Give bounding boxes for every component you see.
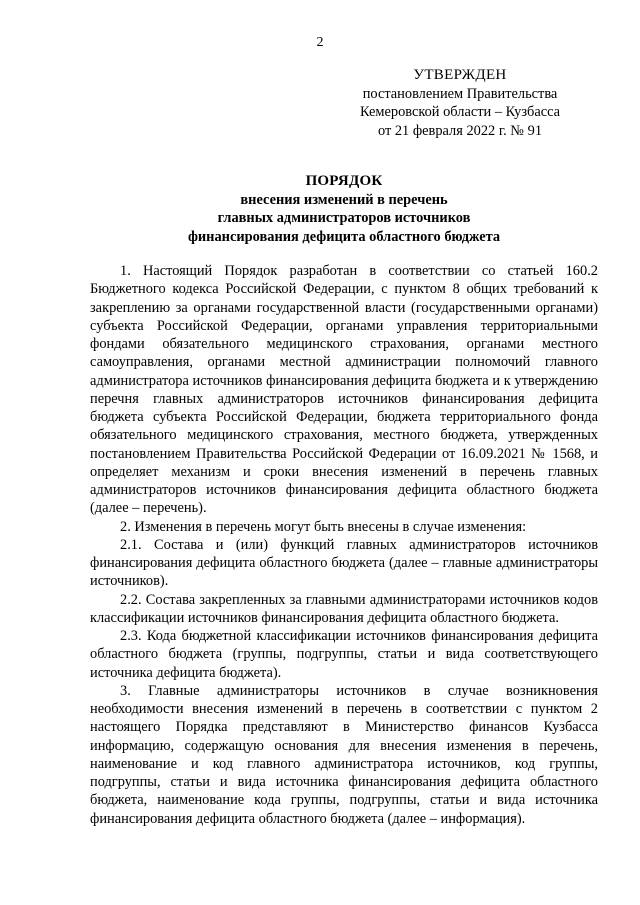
- document-subtitle-line-3: финансирования дефицита областного бюджета: [187, 228, 501, 245]
- approval-line-2: Кемеровской области – Кузбасса: [359, 104, 561, 120]
- approval-heading: УТВЕРЖДЕН: [413, 67, 507, 83]
- paragraph-2-2: 2.2. Состава закрепленных за главными администраторами источников кодов классификации источников финансирования дефицита областного бюджета.: [90, 591, 598, 626]
- paragraph-3: 3. Главные администраторы источников в случае возникновения необходимости внесения изменений в перечень в соответствии с пунктом 2 настоящего Порядка представляют в Министерство финансов Кузбасса информацию, содержащую основания для внесения изменения в перечень, наименование и код главного администратора источников, код группы, подгруппы, статьи и вида источника финансирования дефицита областного бюджета, наименование кода группы, подгруппы, статьи и вида источника финансирования дефицита областного бюджета (далее – информация).: [90, 682, 598, 827]
- approval-line-3: от 21 февраля 2022 г. № 91: [377, 122, 543, 139]
- document-title: ПОРЯДОК: [305, 173, 383, 189]
- document-subtitle-line-2: главных администраторов источников: [217, 210, 471, 226]
- document-body: [90, 262, 598, 828]
- paragraph-1: 1. Настоящий Порядок разработан в соответствии со статьей 160.2 Бюджетного кодекса Российской Федерации, с пунктом 8 общих требований к закреплению за органами государственной власти (государственными органами) субъекта Российской Федерации, органами управления территориальными фондами обязательного медицинского страхования, органами местного самоуправления, органами местной администрации полномочий главного администратора источников финансирования дефицита бюджета и к утверждению перечня главных администраторов источников финансирования дефицита бюджета субъекта Российской Федерации, бюджета территориального фонда обязательного медицинского страхования, местного бюджета, утвержденных постановлением Правительства Российской Федерации от 16.09.2021 № 1568, и определяет механизм и сроки внесения изменений в перечень главных администраторов источников финансирования дефицита областного бюджета (далее – перечень).: [90, 263, 598, 517]
- paragraph-2-1: 2.1. Состава и (или) функций главных администраторов источников финансирования дефицита областного бюджета (далее – главные администраторы источников).: [90, 536, 598, 590]
- page-number: 2: [316, 35, 324, 50]
- paragraph-2-3: 2.3. Кода бюджетной классификации источников финансирования дефицита областного бюджета (группы, подгруппы, статьи и вида соответствующего источника дефицита бюджета).: [90, 628, 598, 681]
- document-subtitle-line-1: внесения изменений в перечень: [240, 191, 448, 208]
- approval-line-1: постановлением Правительства: [362, 85, 558, 102]
- approval-block: [340, 66, 580, 140]
- document-title-block: [90, 172, 598, 246]
- paragraph-2: 2. Изменения в перечень могут быть внесены в случае изменения:: [120, 518, 527, 535]
